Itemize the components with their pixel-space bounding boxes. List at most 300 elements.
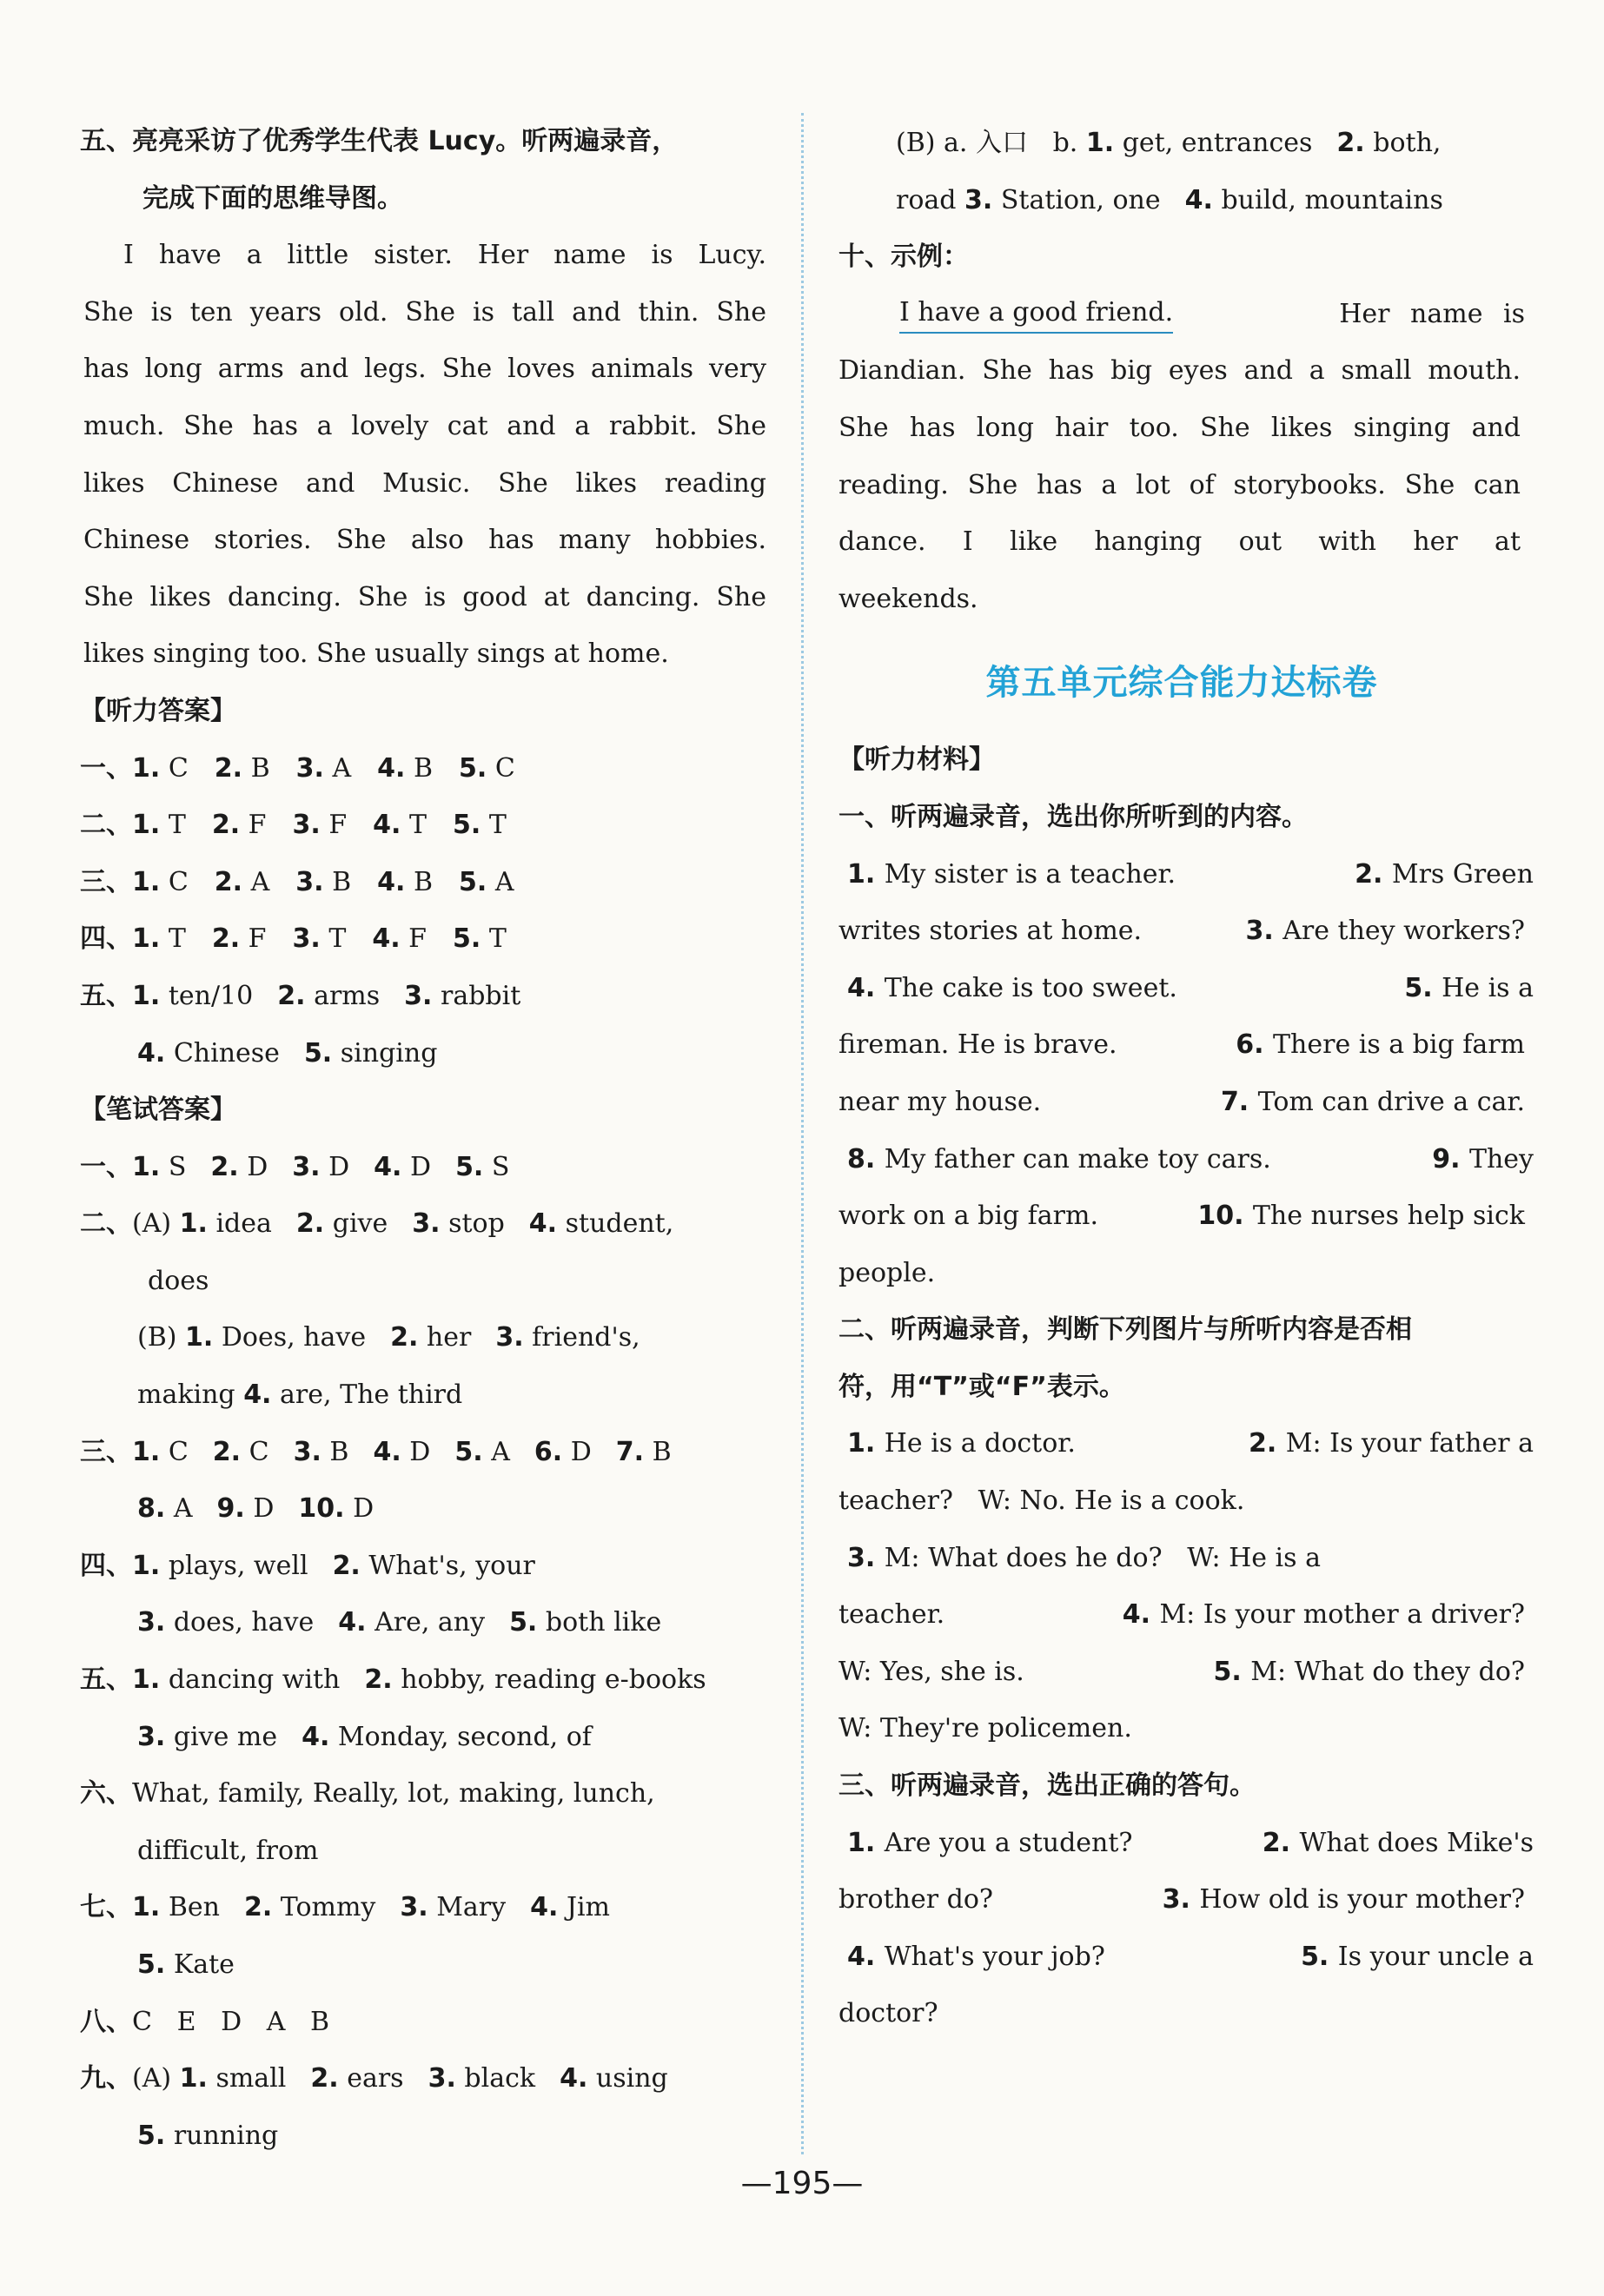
item-value: Jim [566, 1892, 611, 1923]
item-number: 10. [298, 1493, 345, 1525]
answer-item [964, 172, 1161, 229]
answer-row [80, 854, 775, 911]
example-text: Her name is [1339, 298, 1525, 329]
answer-item [390, 1309, 471, 1366]
item-number: 3. [964, 184, 993, 215]
answer-item [338, 1594, 485, 1651]
written-answer-5 [80, 1651, 775, 1709]
item-number: 5. [454, 1436, 483, 1467]
written-answer-2a [80, 1195, 775, 1253]
written-answer-5-cont [80, 1709, 775, 1766]
item-value: using [595, 2063, 668, 2094]
item-number: 9. [216, 1493, 245, 1525]
material-1-heading: 一、听两遍录音，选出你所听到的内容。 [838, 801, 1308, 832]
material-line [838, 1472, 1525, 1530]
written-answer-2a-cont: does [148, 1265, 209, 1296]
item-value: What's your job? [884, 1941, 1105, 1972]
answer-item [529, 1195, 673, 1253]
answer-label: 四、 [80, 923, 132, 955]
answer-items [180, 2063, 693, 2094]
item-value: teacher? W: No. He is a cook. [838, 1485, 1245, 1517]
item-value: get, entrances [1122, 128, 1313, 158]
answer-item [453, 797, 507, 854]
item-value: The cake is too sweet. [884, 972, 1177, 1003]
item-number: 3. [295, 866, 324, 897]
answer-item [1086, 115, 1313, 172]
item-number: 2. [1249, 1428, 1286, 1459]
answer-label: 二、 [80, 810, 132, 841]
example-first-line [838, 286, 1525, 343]
material-line [838, 1929, 1534, 1986]
item-value: arms [314, 980, 381, 1011]
item-number: 3. [400, 1892, 428, 1923]
item-number: 3. [293, 1436, 321, 1467]
item-value: B [652, 1436, 672, 1467]
item-value: her [426, 1322, 472, 1353]
material-line [838, 1131, 1534, 1188]
part-tag: (B) [896, 128, 936, 158]
item-number: 4. [243, 1380, 272, 1411]
item-value: Chinese [173, 1037, 280, 1069]
item-number: 5. [459, 752, 487, 784]
answer-row [80, 740, 775, 797]
item-value: B [332, 866, 352, 897]
item-value: D [253, 1493, 275, 1525]
item-value: teacher. [838, 1599, 945, 1631]
material-1-last: people. [838, 1257, 936, 1288]
item-number: 1. [132, 752, 161, 784]
column-divider [801, 113, 804, 2154]
right-column [838, 115, 1534, 2042]
item-number: 3. [1162, 1884, 1200, 1916]
item-value: Are, any [374, 1607, 486, 1638]
item-number: 1. [179, 1208, 208, 1240]
item-value: idea [215, 1208, 272, 1240]
answer-label: 二、 [80, 1208, 132, 1240]
answer-label: 九、 [80, 2063, 132, 2094]
item-number: 5. [137, 2120, 166, 2151]
answer-item [404, 968, 520, 1025]
item-value: What does Mike's [1299, 1827, 1534, 1858]
material-2-lines [838, 1415, 1534, 1700]
item-value: black [464, 2063, 536, 2094]
item-value: D [570, 1436, 592, 1467]
answer-item [215, 854, 270, 911]
answer-item [459, 740, 515, 797]
material-segment [1355, 846, 1534, 903]
example-underlined-sentence: I have a good friend. [899, 295, 1173, 334]
answer-label: 六、 [80, 1778, 132, 1810]
material-2-heading: 二、听两遍录音，判断下列图片与所听内容是否相 [838, 1314, 1412, 1346]
material-segment [838, 1871, 993, 1929]
section-10-heading: 十、示例： [838, 242, 969, 273]
material-line [838, 1188, 1525, 1245]
item-value: B [414, 866, 434, 897]
item-number: 1. [132, 866, 161, 897]
material-line [838, 1530, 1534, 1587]
item-number: 3. [1245, 916, 1283, 947]
material-line [838, 1415, 1534, 1472]
item-number: 3. [292, 923, 321, 955]
answer-items [243, 1380, 487, 1410]
answer-item [213, 1424, 269, 1481]
material-segment [838, 1586, 945, 1644]
answer-item [294, 1424, 349, 1481]
answer-item [244, 1879, 375, 1936]
item-value: F [248, 810, 267, 841]
item-value: F [328, 810, 348, 841]
part-tag: (A) [132, 1208, 172, 1240]
answer-item [137, 1936, 235, 1994]
answer-items [132, 981, 545, 1011]
listening-answers [80, 740, 775, 968]
item-number: 2. [390, 1322, 419, 1353]
item-number: 4. [338, 1607, 367, 1638]
item-value: My sister is a teacher. [884, 858, 1176, 890]
item-value: C [168, 1436, 189, 1467]
item-value: Ben [168, 1892, 220, 1923]
answer-item [412, 1195, 505, 1253]
answer-item [364, 1651, 706, 1709]
item-value: work on a big farm. [838, 1201, 1098, 1232]
item-value: both, [1373, 128, 1442, 158]
material-segment [847, 1929, 1105, 1986]
answer-item [560, 2050, 668, 2107]
item-number: 2. [310, 2063, 339, 2094]
answer-item [509, 1594, 661, 1651]
answer-item [377, 854, 433, 911]
material-2-heading-cont: 符，用“T”或“F”表示。 [838, 1371, 1125, 1402]
answer-item [459, 854, 514, 911]
answer-item [132, 740, 189, 797]
example-paragraph [838, 342, 1525, 570]
answer-item [217, 1480, 275, 1538]
answer-items [137, 1722, 616, 1752]
item-value: My father can make toy cars. [884, 1143, 1271, 1174]
listening-answer-5 [80, 968, 775, 1025]
item-value: dancing with [168, 1664, 341, 1696]
item-number: 4. [377, 752, 406, 784]
lucy-passage [80, 227, 775, 683]
item-number: 2. [211, 923, 241, 955]
answer-items [132, 1437, 696, 1467]
answer-items [132, 1551, 560, 1581]
item-value: give [332, 1208, 388, 1240]
item-value: running [173, 2120, 279, 2151]
item-value: M: Is your father a [1285, 1428, 1534, 1459]
answer-label: 三、 [80, 1436, 132, 1467]
material-line [838, 846, 1534, 903]
written-answer-3 [80, 1424, 775, 1481]
answer-item [292, 1139, 349, 1196]
item-value: He is a doctor. [884, 1428, 1076, 1459]
item-number: 1. [1085, 128, 1115, 158]
answer-label: 五、 [80, 980, 132, 1011]
item-number: 4. [560, 2063, 588, 2094]
material-segment [847, 1415, 1076, 1472]
item-number: 3. [495, 1322, 524, 1353]
written-answer-7 [80, 1879, 775, 1936]
answer-label: 一、 [80, 1151, 132, 1182]
listening-answer-5-cont [80, 1025, 775, 1082]
answer-item [180, 1195, 272, 1253]
material-segment [1163, 1871, 1525, 1929]
item-value: They [1468, 1143, 1534, 1174]
answer-label: 一、 [80, 752, 132, 784]
answer-item [293, 797, 348, 854]
answer-item [212, 910, 267, 968]
item-value: A [173, 1493, 193, 1525]
item-number: 1. [132, 1436, 161, 1467]
material-3-lines [838, 1815, 1534, 1986]
item-value: plays, well [168, 1550, 308, 1581]
item-number: 1. [847, 1827, 885, 1858]
item-number: 5. [1301, 1941, 1338, 1972]
material-segment [1263, 1815, 1534, 1872]
passage-line: has long arms and legs. She loves animals very [83, 354, 766, 385]
material-segment [1236, 1016, 1525, 1074]
answer-item [296, 740, 352, 797]
example-line: reading. She has a lot of storybooks. She can [838, 469, 1521, 500]
item-value: C [168, 752, 189, 784]
item-number: 8. [847, 1143, 885, 1174]
item-number: 4. [302, 1721, 330, 1752]
part-tag: (A) [132, 2063, 172, 2094]
answer-item [132, 968, 253, 1025]
item-number: 1. [847, 1428, 885, 1459]
item-value: singing [340, 1037, 438, 1069]
item-value: C [494, 752, 515, 784]
answer-row [80, 797, 775, 854]
item-value: near my house. [838, 1086, 1042, 1117]
item-value: small [215, 2063, 287, 2094]
item-value: S [168, 1151, 187, 1182]
item-value: Monday, second, of [337, 1721, 592, 1752]
answer-item [310, 2050, 403, 2107]
answer-item [215, 740, 270, 797]
answer-item [298, 1480, 374, 1538]
item-value: Kate [173, 1949, 235, 1980]
item-value: Is your uncle a [1337, 1941, 1534, 1972]
answer-label: 七、 [80, 1892, 132, 1923]
item-number: 5. [455, 1151, 484, 1182]
item-number: 4. [377, 866, 406, 897]
answer-item [132, 1139, 186, 1196]
item-number: 5. [1404, 972, 1442, 1003]
answer-item [137, 1025, 280, 1082]
example-last-line: weekends. [838, 583, 978, 614]
item-value: D [353, 1493, 374, 1525]
item-number: 2. [277, 980, 306, 1011]
item-value: D [409, 1436, 431, 1467]
answer-item [377, 740, 433, 797]
written-answer-8 [80, 1994, 775, 2051]
answer-label: 三、 [80, 866, 132, 897]
item-number: 1. [132, 810, 161, 841]
written-answer-9b-cont [838, 172, 1525, 229]
answer-label: 四、 [80, 1550, 132, 1581]
item-number: 1. [132, 1151, 161, 1182]
item-number: 6. [1236, 1029, 1274, 1061]
answer-item [210, 1139, 268, 1196]
answer-item [132, 1538, 308, 1595]
answer-word: making [137, 1380, 235, 1411]
answer-item [454, 1424, 510, 1481]
answer-item [132, 1424, 189, 1481]
answer-text: road [896, 184, 957, 215]
material-segment [847, 1131, 1271, 1188]
written-answer-1 [80, 1139, 775, 1196]
item-value: Tommy [280, 1892, 376, 1923]
item-value: rabbit [440, 980, 521, 1011]
material-segment [847, 846, 1176, 903]
item-number: 1. [132, 1892, 161, 1923]
written-answers-title: 【笔试答案】 [80, 1095, 236, 1126]
item-value: The nurses help sick [1252, 1201, 1525, 1232]
answer-item [428, 2050, 536, 2107]
item-number: 2. [211, 810, 241, 841]
item-number: 1. [132, 923, 161, 955]
item-value: Are they workers? [1283, 916, 1525, 947]
answer-text: a. 入口 b. [944, 128, 1078, 158]
item-number: 4. [847, 1941, 885, 1972]
written-answer-9b [838, 115, 1525, 172]
item-value: A [250, 866, 270, 897]
item-number: 4. [528, 1208, 558, 1240]
written-answer-2b-cont [80, 1366, 775, 1424]
answer-item [243, 1366, 462, 1424]
item-number: 3. [292, 810, 321, 841]
answer-item [295, 854, 351, 911]
item-number: 5. [303, 1037, 333, 1069]
item-number: 2. [243, 1892, 273, 1923]
item-value: student, [565, 1208, 674, 1240]
listening-material-title: 【听力材料】 [838, 744, 995, 776]
written-answer-3-cont [80, 1480, 775, 1538]
answer-item [495, 1309, 640, 1366]
item-value: ears [347, 2063, 404, 2094]
section-5-heading: 五、亮亮采访了优秀学生代表 Lucy。听两遍录音， [80, 126, 679, 156]
material-segment [1249, 1415, 1534, 1472]
item-value: friend's, [532, 1322, 640, 1353]
item-number: 10. [1197, 1201, 1253, 1232]
written-answer-7-cont [80, 1936, 775, 1994]
left-column [80, 113, 775, 2164]
answer-item [534, 1424, 592, 1481]
answer-items [1086, 128, 1466, 158]
written-answer-9 [80, 2050, 775, 2107]
material-line [838, 1586, 1525, 1644]
item-value: A [332, 752, 352, 784]
item-number: 3. [137, 1721, 166, 1752]
passage-line: likes singing too. She usually sings at home. [83, 639, 669, 670]
answer-item [137, 1709, 277, 1766]
answer-label: 五、 [80, 1664, 132, 1696]
answer-item [372, 910, 427, 968]
answer-text: C E D A B [132, 2006, 330, 2037]
item-number: 2. [214, 752, 243, 784]
item-number: 3. [295, 752, 324, 784]
item-value: What's, your [368, 1550, 535, 1581]
item-value: M: What do they do? [1250, 1656, 1525, 1687]
answer-items [137, 2121, 302, 2151]
item-value: ten/10 [168, 980, 254, 1011]
answer-row [80, 910, 775, 968]
material-1-lines [838, 846, 1534, 1245]
item-value: A [491, 1436, 510, 1467]
item-number: 4. [137, 1037, 166, 1069]
answer-items [137, 1607, 686, 1638]
item-value: Are you a student? [884, 1827, 1133, 1858]
item-value: Does, have [221, 1322, 367, 1353]
item-value: give me [173, 1721, 278, 1752]
example-line: Diandian. She has big eyes and a small mouth. [838, 355, 1521, 387]
item-number: 3. [412, 1208, 441, 1240]
item-number: 7. [615, 1436, 645, 1467]
material-segment [847, 960, 1177, 1017]
item-value: T [328, 923, 347, 955]
answer-item [333, 1538, 535, 1595]
item-number: 2. [364, 1664, 393, 1696]
answer-items [132, 1664, 731, 1695]
item-value: F [408, 923, 427, 955]
answer-label: 八、 [80, 2006, 132, 2037]
item-value: D [328, 1151, 350, 1182]
passage-line: She likes dancing. She is good at dancing. She [83, 581, 766, 612]
item-value: does, have [173, 1607, 315, 1638]
item-value: stop [448, 1208, 505, 1240]
item-value: T [488, 923, 507, 955]
material-segment [1214, 1644, 1525, 1701]
item-value: B [414, 752, 434, 784]
material-2-last: W: They're policemen. [838, 1713, 1132, 1744]
answer-item [137, 1594, 314, 1651]
answer-items [137, 1949, 259, 1980]
material-3-heading: 三、听两遍录音，选出正确的答句。 [838, 1770, 1256, 1802]
item-number: 9. [1432, 1143, 1469, 1174]
item-value: T [488, 810, 507, 841]
item-number: 4. [1184, 184, 1213, 215]
material-3-last: doctor? [838, 1998, 938, 2029]
item-number: 3. [404, 980, 433, 1011]
answer-item [374, 1139, 431, 1196]
answer-item [132, 1879, 220, 1936]
item-number: 2. [212, 1436, 242, 1467]
item-number: 4. [847, 972, 885, 1003]
item-number: 1. [132, 1550, 161, 1581]
item-number: 5. [453, 810, 481, 841]
answer-item [277, 968, 380, 1025]
item-value: B [250, 752, 270, 784]
answer-item [137, 1480, 193, 1538]
material-line [838, 1815, 1534, 1872]
item-value: B [329, 1436, 349, 1467]
item-value: How old is your mother? [1199, 1884, 1525, 1916]
item-number: 8. [137, 1493, 166, 1525]
item-number: 2. [295, 1208, 325, 1240]
item-number: 7. [1220, 1086, 1258, 1117]
material-segment [1301, 1929, 1534, 1986]
material-segment [838, 1644, 1024, 1701]
item-value: writes stories at home. [838, 916, 1143, 947]
answer-items [185, 1322, 665, 1353]
item-number: 3. [847, 1542, 885, 1573]
answer-items [132, 1892, 634, 1922]
item-value: S [491, 1151, 510, 1182]
item-number: 1. [179, 2063, 208, 2094]
passage-line: likes Chinese and Music. She likes reading [83, 467, 766, 499]
answer-item [296, 1195, 388, 1253]
